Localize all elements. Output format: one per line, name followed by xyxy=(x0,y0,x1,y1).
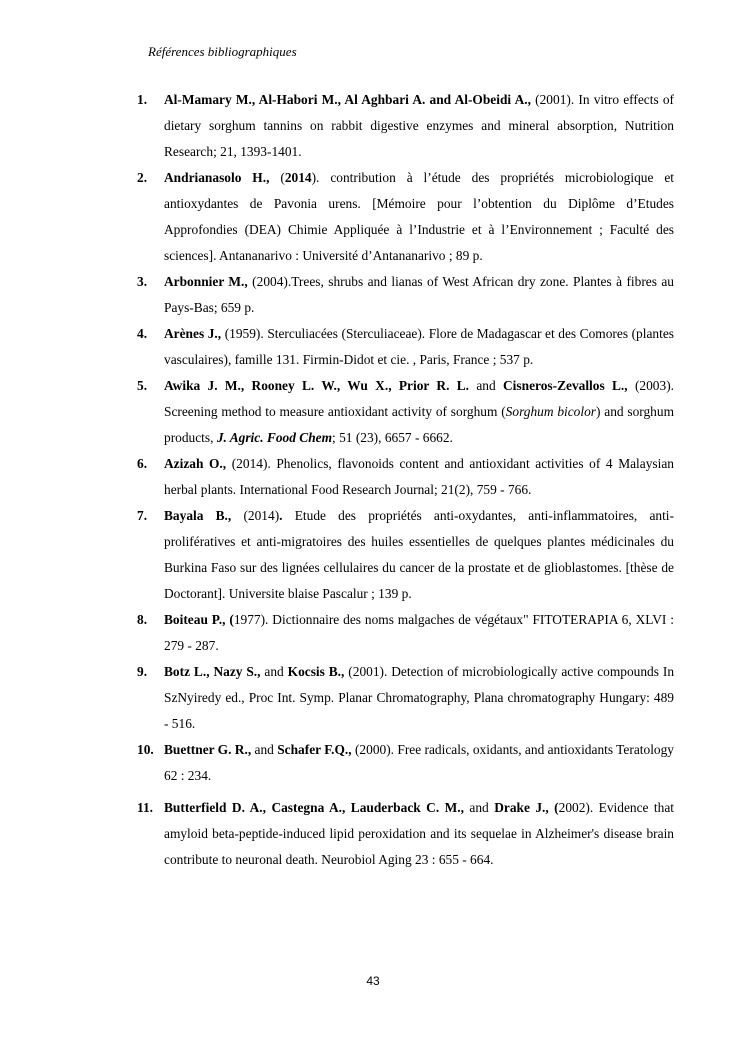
reference-text xyxy=(164,607,674,659)
reference-segment: (2014). Phenolics, flavonoids content and antioxidant activities of 4 Malaysian herbal plants. International Food Research Journal; 21(2), 759 - 766. xyxy=(164,456,674,497)
reference-text xyxy=(164,795,674,873)
reference-author-bold: Arènes J., xyxy=(164,326,222,341)
reference-item xyxy=(137,503,674,607)
reference-text xyxy=(164,321,674,373)
reference-segment: ( xyxy=(269,170,285,185)
reference-number: 10. xyxy=(137,742,154,757)
reference-author-bold: Boiteau P., ( xyxy=(164,612,234,627)
reference-segment: 1977). Dictionnaire des noms malgaches de végétaux" FITOTERAPIA 6, XLVI : 279 - 287. xyxy=(164,612,674,653)
reference-number: 1. xyxy=(137,92,148,107)
reference-item xyxy=(137,607,674,659)
reference-segment: (2001). Detection of microbiologically active compounds In SzNyiredy ed., Proc Int. Symp. Planar Chromatography, Plana chromatography Hungary: 489 - 516. xyxy=(164,664,675,731)
reference-author-bold: Botz L., Nazy S., xyxy=(164,664,261,679)
reference-item xyxy=(137,269,674,321)
reference-author-bold: Drake J., ( xyxy=(494,800,559,815)
reference-item xyxy=(137,87,674,165)
reference-text xyxy=(164,659,674,737)
reference-item xyxy=(137,165,674,269)
reference-segment: and xyxy=(251,742,278,757)
reference-author-bold: Azizah O., xyxy=(164,456,227,471)
reference-author-bold: Bayala B., xyxy=(164,508,232,523)
reference-segment: ). contribution à l’étude des propriétés microbiologique et antioxydantes de Pavonia urens. [Mémoire pour l’obtention du Diplôme d’Etudes Approfondies (DEA) Chimie Appliquée à l’Industrie et à l’Environnement ; Faculté des sciences]. Antananarivo : Université d’Antananarivo ; 89 p. xyxy=(164,170,674,263)
reference-text xyxy=(164,87,674,165)
reference-segment: and xyxy=(463,800,495,815)
reference-number: 7. xyxy=(137,508,148,523)
reference-author-bold: Andrianasolo H., xyxy=(164,170,270,185)
reference-segment: (2000). Free radicals, oxidants, and antioxidants Teratology 62 : 234. xyxy=(164,742,674,783)
reference-number: 5. xyxy=(137,378,148,393)
reference-segment: (1959). Sterculiacées (Sterculiaceae). Flore de Madagascar et des Comores (plantes vasculaires), famille 131. Firmin-Didot et cie. , Paris, France ; 537 p. xyxy=(164,326,674,367)
reference-item xyxy=(137,451,674,503)
reference-segment: (2004).Trees, shrubs and lianas of West African dry zone. Plantes à fibres au Pays-Bas; 659 p. xyxy=(164,274,674,315)
reference-segment: and xyxy=(469,378,504,393)
reference-segment: Sorghum bicolor xyxy=(505,404,596,419)
reference-segment: 2002). Evidence that amyloid beta-peptide-induced lipid peroxidation and its sequelae in Alzheimer's disease brain contribute to neuronal death. Neurobiol Aging 23 : 655 - 664. xyxy=(164,800,675,867)
reference-list xyxy=(137,87,674,873)
reference-author-bold: Buettner G. R., xyxy=(164,742,252,757)
reference-number: 9. xyxy=(137,664,148,679)
reference-text xyxy=(164,737,674,789)
reference-author-bold: Kocsis B., xyxy=(287,664,345,679)
reference-author-bold: Al-Mamary M., Al-Habori M., Al Aghbari A. and Al-Obeidi A., xyxy=(164,92,531,107)
reference-segment: Etude des propriétés anti-oxydantes, anti-inflammatoires, anti-prolifératives et anti-migratoires des huiles essentielles de quelques plantes médicinales du Burkina Faso sur des lignées cellulaires du cancer de la prostate et de glioblastomes. [thèse de Doctorant]. Universite blaise Pascalur ; 139 p. xyxy=(164,508,674,601)
reference-item xyxy=(137,737,674,789)
reference-text xyxy=(164,451,674,503)
reference-number: 11. xyxy=(137,800,153,815)
reference-item xyxy=(137,795,674,873)
reference-number: 2. xyxy=(137,170,148,185)
reference-author-bold: Cisneros-Zevallos L., xyxy=(503,378,628,393)
running-header: Références bibliographiques xyxy=(148,44,297,59)
reference-text xyxy=(164,373,674,451)
reference-text xyxy=(164,165,674,269)
reference-text xyxy=(164,503,674,607)
reference-segment: ; 51 (23), 6657 - 6662. xyxy=(332,430,453,445)
reference-author-bold: Schafer F.Q., xyxy=(277,742,352,757)
reference-author-bold: . xyxy=(279,508,283,523)
page-number: 43 xyxy=(366,974,380,988)
reference-number: 4. xyxy=(137,326,148,341)
reference-segment: (2014) xyxy=(231,508,280,523)
reference-author-bold: Awika J. M., Rooney L. W., Wu X., Prior R. L. xyxy=(164,378,470,393)
reference-number: 6. xyxy=(137,456,148,471)
reference-number: 8. xyxy=(137,612,148,627)
reference-author-bold: Arbonnier M., xyxy=(164,274,248,289)
reference-author-bold: 2014 xyxy=(284,170,312,185)
reference-author-bold: J. Agric. Food Chem xyxy=(216,430,333,445)
reference-item xyxy=(137,373,674,451)
reference-text xyxy=(164,269,674,321)
reference-item xyxy=(137,659,674,737)
reference-segment: and xyxy=(260,664,288,679)
reference-item xyxy=(137,321,674,373)
reference-segment: (2003). Screening method to measure antioxidant activity of sorghum ( xyxy=(164,378,675,419)
reference-number: 3. xyxy=(137,274,148,289)
reference-author-bold: Butterfield D. A., Castegna A., Lauderback C. M., xyxy=(164,800,464,815)
reference-segment: ) and sorghum products, xyxy=(164,404,674,445)
reference-segment: (2001). In vitro effects of dietary sorghum tannins on rabbit digestive enzymes and mineral absorption, Nutrition Research; 21, 1393-1401. xyxy=(164,92,675,159)
